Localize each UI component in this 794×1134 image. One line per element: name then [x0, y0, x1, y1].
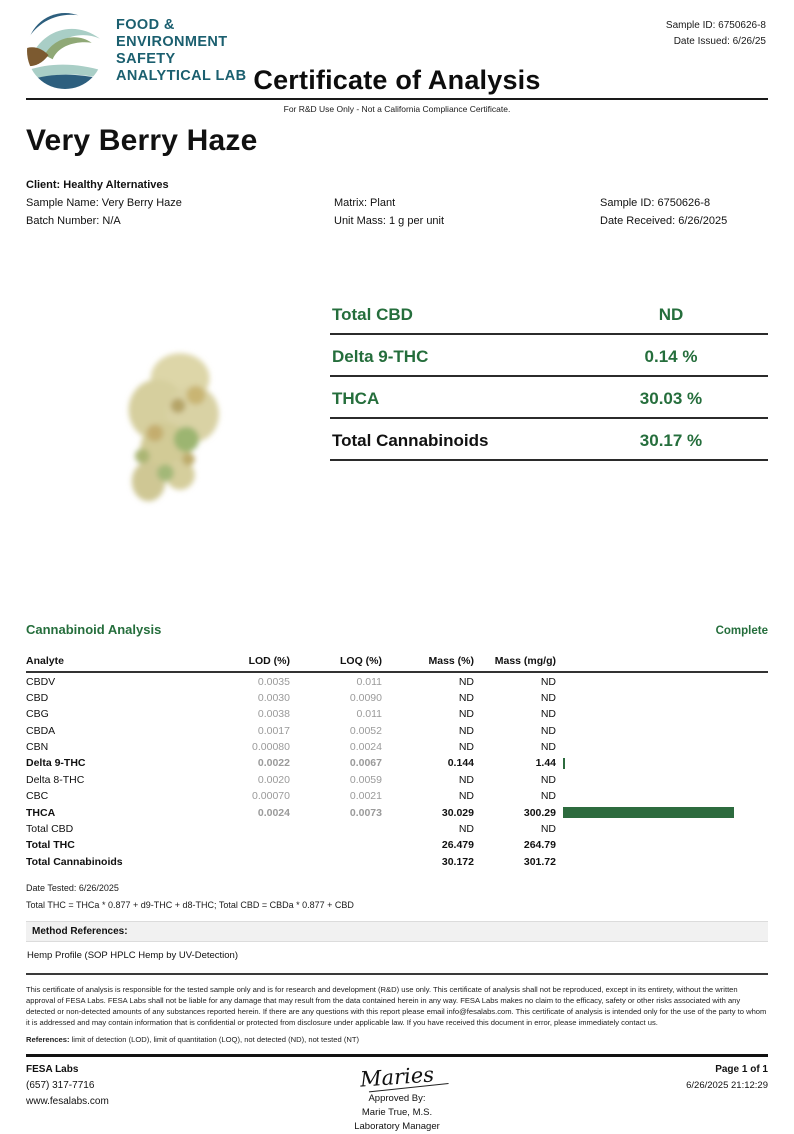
- mass-bar-cell: [556, 804, 768, 820]
- date-issued: Date Issued: 6/26/25: [673, 35, 766, 47]
- print-timestamp: 6/26/2025 21:12:29: [686, 1079, 768, 1091]
- mass-bar-cell: [556, 690, 768, 706]
- table-row: [26, 837, 768, 853]
- unit-mass: Unit Mass: 1 g per unit: [334, 215, 445, 228]
- table-cell: CBDV: [26, 675, 56, 688]
- abbreviation-references: [26, 1035, 768, 1044]
- summary-analyte-value: 0.14 %: [644, 347, 698, 367]
- table-cell: [290, 854, 382, 870]
- table-cell: ND: [540, 773, 556, 786]
- references-text: limit of detection (LOD), limit of quantitation (LOQ), not detected (ND), not tested (NT): [69, 1034, 359, 1044]
- table-cell: ND: [458, 790, 474, 803]
- table-cell: 0.0022: [257, 757, 290, 770]
- table-cell: ND: [458, 691, 474, 704]
- cannabinoid-table: [26, 653, 768, 870]
- table-cell: CBC: [26, 790, 49, 803]
- mass-bar-cell: [556, 739, 768, 755]
- lab-name-line: ANALYTICAL LAB: [116, 68, 247, 85]
- table-row: [26, 821, 768, 837]
- approver-name: Marie True, M.S.: [361, 1107, 433, 1119]
- table-cell: ND: [540, 691, 556, 704]
- footer-website: www.fesalabs.com: [26, 1095, 109, 1107]
- summary-row: [330, 422, 768, 461]
- table-cell: 0.011: [356, 708, 382, 721]
- approved-by-label: Approved By:: [368, 1093, 426, 1105]
- batch-number: Batch Number: N/A: [26, 215, 121, 228]
- footer-lab-name: FESA Labs: [26, 1063, 79, 1075]
- mass-bar-cell: [556, 837, 768, 853]
- summary-row: [330, 338, 768, 377]
- lab-name-line: ENVIRONMENT: [116, 33, 228, 50]
- table-cell: Total CBD: [26, 822, 74, 835]
- col-loq: LOQ (%): [290, 653, 382, 672]
- footer-phone: (657) 317-7716: [26, 1079, 95, 1091]
- table-row: [26, 672, 768, 689]
- mass-bar-cell: [556, 755, 768, 771]
- table-cell: CBG: [26, 708, 49, 721]
- col-mass-pct: Mass (%): [382, 653, 474, 672]
- table-cell: 0.0090: [349, 691, 382, 704]
- table-cell: CBD: [26, 691, 49, 704]
- page-number: Page 1 of 1: [715, 1063, 768, 1075]
- table-row: [26, 755, 768, 771]
- table-cell: 0.00080: [252, 741, 290, 754]
- table-cell: ND: [458, 741, 474, 754]
- product-title: Very Berry Haze: [26, 124, 258, 157]
- table-cell: Total Cannabinoids: [26, 855, 123, 868]
- col-analyte: Analyte: [26, 653, 212, 672]
- lab-name-line: SAFETY: [116, 51, 176, 67]
- table-cell: ND: [458, 773, 474, 786]
- table-header-row: [26, 653, 768, 672]
- table-cell: 0.0035: [257, 675, 290, 688]
- date-tested: Date Tested: 6/26/2025: [26, 882, 119, 893]
- mass-bar-cell: [556, 723, 768, 739]
- table-row: [26, 706, 768, 722]
- table-cell: ND: [540, 708, 556, 721]
- table-cell: ND: [540, 790, 556, 803]
- table-cell: ND: [458, 708, 474, 721]
- mass-bar-cell: [556, 821, 768, 837]
- table-cell: Delta 9-THC: [26, 757, 86, 770]
- method-reference: Hemp Profile (SOP HPLC Hemp by UV-Detection): [27, 949, 239, 961]
- table-cell: 0.0059: [349, 773, 382, 786]
- table-cell: 0.0052: [349, 724, 382, 737]
- table-row: [26, 690, 768, 706]
- header-divider: [26, 98, 768, 100]
- method-references-header: Method References:: [26, 921, 768, 942]
- mass-bar-cell: [556, 772, 768, 788]
- footer: [26, 1062, 768, 1134]
- sample-id-issued: Sample ID: 6750626-8: [665, 20, 766, 31]
- summary-analyte-label: Total CBD: [332, 305, 413, 325]
- table-cell: 30.029: [441, 806, 474, 819]
- sample-id: Sample ID: 6750626-8: [600, 197, 711, 210]
- table-cell: 264.79: [523, 839, 556, 852]
- table-cell: 30.172: [441, 855, 474, 868]
- matrix: Matrix: Plant: [334, 197, 396, 210]
- table-cell: ND: [540, 724, 556, 737]
- table-cell: 0.00070: [252, 790, 290, 803]
- summary-analyte-value: 30.17 %: [639, 431, 703, 451]
- mass-bar: [563, 758, 565, 769]
- col-bar-spacer: [556, 653, 768, 672]
- table-cell: 0.0021: [349, 790, 382, 803]
- table-cell: [290, 821, 382, 837]
- date-received: Date Received: 6/26/2025: [600, 215, 728, 228]
- references-label: References:: [26, 1034, 70, 1044]
- total-thc-formula: Total THC = THCa * 0.877 + d9-THC + d8-THC; Total CBD = CBDa * 0.877 + CBD: [26, 899, 354, 910]
- table-cell: [212, 821, 290, 837]
- table-cell: [212, 837, 290, 853]
- summary-analyte-label: Total Cannabinoids: [332, 431, 489, 451]
- sample-photo: [94, 338, 262, 528]
- mass-bar-cell: [556, 672, 768, 689]
- table-cell: ND: [540, 741, 556, 754]
- analysis-status-badge: Complete: [715, 625, 768, 638]
- mass-bar-cell: [556, 706, 768, 722]
- sample-info: [26, 176, 768, 230]
- legal-disclaimer: This certificate of analysis is responsible for the tested sample only and is for research and development (R&D) use only. This certificate of analysis shall not be reproduced, except in its entirety, without the written approval of FESA Labs. FESA Labs shall not be liable for any damage that may result from the data contained herein in any way. FESA Labs makes no claim to the efficacy, safety or other risks associated with any detected or non-detected amounts of any substances reported herein. If there are any questions with this report please email info@fesalabs.com. This certificate of analysis is intended only for the use of the party to whom it is addressed and may contain information that is confidential or protected from disclosure under applicable law. If you have received this document in error, please immediately contact us.: [26, 984, 767, 1027]
- table-cell: 0.0067: [349, 757, 382, 770]
- lab-name-line: FOOD &: [116, 16, 175, 33]
- approver-title: Laboratory Manager: [354, 1120, 440, 1132]
- mass-bar: [563, 807, 734, 818]
- table-cell: [212, 854, 290, 870]
- table-cell: Total THC: [26, 839, 75, 852]
- sample-name: Sample Name: Very Berry Haze: [26, 197, 182, 210]
- client-name: Client: Healthy Alternatives: [26, 179, 169, 191]
- table-cell: 0.0017: [257, 724, 290, 737]
- table-row: [26, 739, 768, 755]
- divider: [26, 973, 768, 975]
- table-row: [26, 723, 768, 739]
- potency-summary: [330, 296, 768, 596]
- document-meta: [666, 18, 766, 49]
- col-lod: LOD (%): [212, 653, 290, 672]
- document-subtitle: For R&D Use Only - Not a California Compliance Certificate.: [283, 104, 511, 114]
- analysis-section-title: Cannabinoid Analysis: [26, 622, 162, 638]
- sample-photo-container: [26, 240, 330, 596]
- table-cell: 0.144: [447, 757, 474, 770]
- col-mass-mg: Mass (mg/g): [474, 653, 556, 672]
- table-cell: CBDA: [26, 724, 56, 737]
- table-cell: [290, 837, 382, 853]
- table-row: [26, 854, 768, 870]
- summary-analyte-value: ND: [658, 305, 684, 325]
- mass-bar-cell: [556, 788, 768, 804]
- table-cell: 26.479: [441, 839, 474, 852]
- document-title: Certificate of Analysis: [253, 65, 541, 95]
- mass-bar-cell: [556, 854, 768, 870]
- table-row: [26, 772, 768, 788]
- table-cell: ND: [458, 675, 474, 688]
- table-cell: 0.0020: [257, 773, 290, 786]
- footer-divider: [26, 1054, 768, 1057]
- table-cell: 300.29: [523, 806, 556, 819]
- table-cell: 0.0038: [257, 708, 290, 721]
- table-cell: ND: [458, 822, 474, 835]
- table-cell: 1.44: [535, 757, 556, 770]
- table-cell: Delta 8-THC: [26, 773, 85, 786]
- approver-signature: Maries: [359, 1059, 435, 1095]
- summary-row: [330, 296, 768, 335]
- table-cell: ND: [540, 675, 556, 688]
- header: [26, 12, 768, 94]
- summary-analyte-label: Delta 9-THC: [332, 347, 429, 367]
- table-cell: 0.0030: [257, 691, 290, 704]
- table-cell: ND: [540, 822, 556, 835]
- table-cell: THCA: [26, 806, 56, 819]
- table-row: [26, 788, 768, 804]
- table-cell: 301.72: [523, 855, 556, 868]
- summary-analyte-label: THCA: [332, 389, 380, 409]
- table-cell: 0.0024: [349, 741, 382, 754]
- table-row: [26, 804, 768, 820]
- table-cell: ND: [458, 724, 474, 737]
- summary-analyte-value: 30.03 %: [639, 389, 703, 409]
- table-cell: 0.0024: [257, 806, 290, 819]
- table-cell: CBN: [26, 741, 49, 754]
- summary-row: [330, 380, 768, 419]
- table-cell: 0.011: [356, 675, 382, 688]
- table-cell: 0.0073: [349, 806, 382, 819]
